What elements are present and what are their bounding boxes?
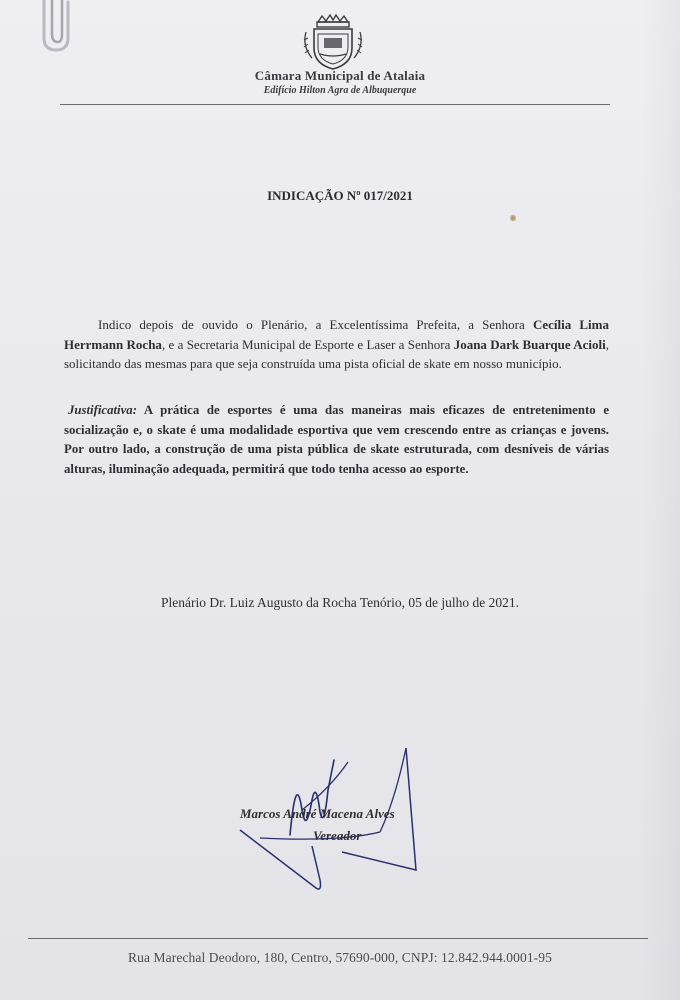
header-divider [60,104,610,105]
paragraph-text: , e a Secretaria Municipal de Esporte e Laser a Senhora [161,336,454,352]
signer-role: Vereador [313,828,362,843]
document-title: INDICAÇÃO Nº 017/2021 [267,188,413,203]
building-name: Edifício Hilton Agra de Albuquerque [263,85,417,96]
footer-divider [28,938,648,939]
mayor-name: Cecília Lima Herrmann Rocha [64,317,609,352]
paragraph-text: Indico depois de ouvido o Plenário, a Excelentíssima Prefeita, a Senhora [98,317,533,332]
justification-label: Justificativa: [68,403,137,417]
paperclip-icon [30,0,90,56]
justification-paragraph [64,401,609,479]
institution-name: Câmara Municipal de Atalaia [254,68,426,83]
place-date-line: Plenário Dr. Luiz Augusto da Rocha Tenório, 05 de julho de 2021. [160,595,519,610]
footer-address: Rua Marechal Deodoro, 180, Centro, 57690-000, CNPJ: 12.842.944.0001-95 [128,950,552,965]
municipal-crest-icon [300,12,366,72]
paper-shadow [640,0,680,1000]
paragraph-text: , solicitando das mesmas para que seja construída uma pista oficial de skate em nosso município. [64,336,609,371]
secretary-name: Joana Dark Buarque Acioli [453,336,606,352]
signer-name: Marcos André Macena Alves [240,806,395,821]
paper-speck [510,214,516,222]
justification-text: A prática de esportes é uma das maneiras mais eficazes de entretenimento e socialização e, o skate é uma modalidade esportiva que vem crescendo entre as crianças e jovens. Por outro lado, a construção de uma pista pública de skate estruturada, com desníveis de várias alturas, iluminação adequada, permitirá que todo tenha acesso ao esporte. [64,403,609,476]
indication-paragraph [64,315,609,374]
